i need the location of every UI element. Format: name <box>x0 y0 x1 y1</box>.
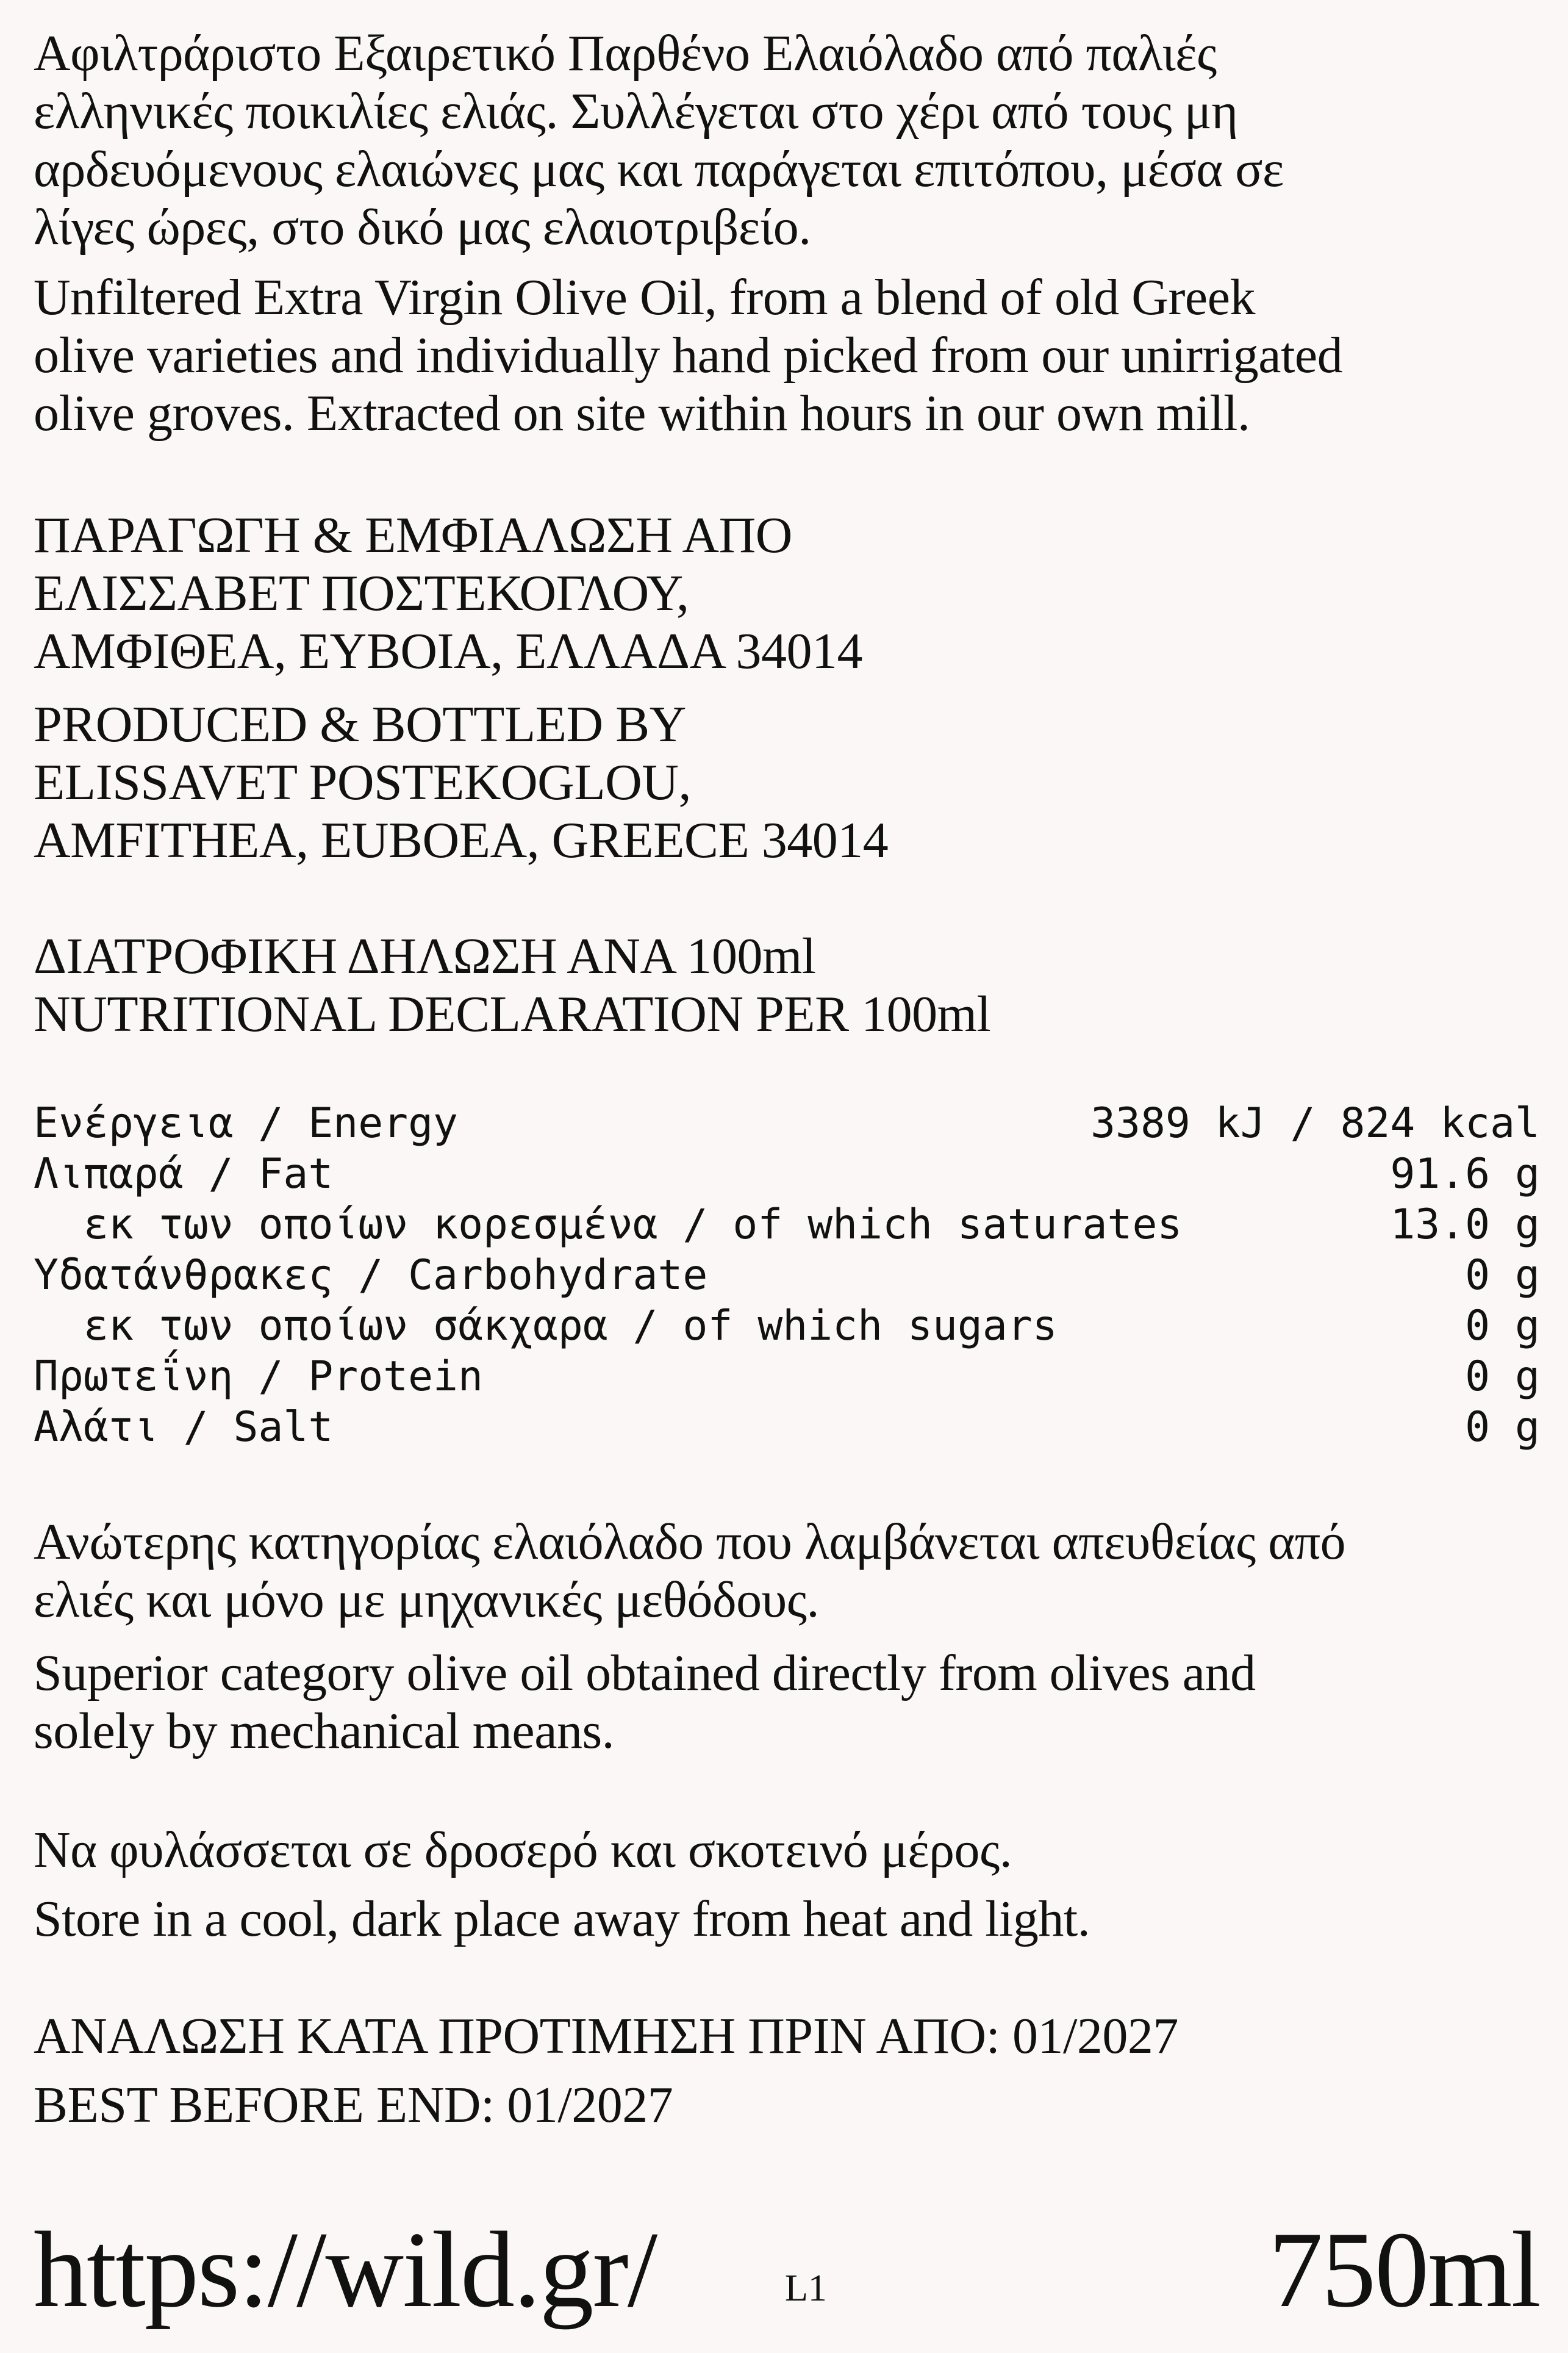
nutrition-heading-english: NUTRITIONAL DECLARATION PER 100ml <box>34 986 991 1043</box>
nutrition-value: 3389 kJ / 824 kcal <box>1090 1099 1540 1148</box>
best-before-english: BEST BEFORE END: 01/2027 <box>34 2077 673 2133</box>
description-greek-line: αρδευόμενους ελαιώνες μας και παράγεται επιτόπου, μέσα σε <box>34 141 1284 198</box>
category-english-line: solely by mechanical means. <box>34 1703 615 1759</box>
nutrition-value: 0 g <box>1465 1251 1540 1299</box>
producer-greek-line: ΕΛΙΣΣΑΒΕΤ ΠΟΣΤΕΚΟΓΛΟΥ, <box>34 565 689 622</box>
producer-english-line: PRODUCED & BOTTLED BY <box>34 696 686 753</box>
nutrition-heading-greek: ΔΙΑΤΡΟΦΙΚΗ ΔΗΛΩΣΗ ΑΝΑ 100ml <box>34 928 816 985</box>
nutrition-row-carbohydrate <box>34 1250 1540 1301</box>
nutrition-row-energy <box>34 1098 1540 1149</box>
category-english <box>34 1644 1540 1760</box>
description-greek-line: ελληνικές ποικιλίες ελιάς. Συλλέγεται στο χέρι από τους μη <box>34 83 1238 140</box>
storage-instructions <box>34 1821 1540 1948</box>
description-greek-line: λίγες ώρες, στο δικό μας ελαιοτριβείο. <box>34 199 811 256</box>
description-english-line: olive varieties and individually hand picked from our unirrigated <box>34 327 1343 384</box>
best-before <box>34 2007 1540 2134</box>
description-greek <box>34 24 1540 256</box>
nutrition-label: Υδατάνθρακες / Carbohydrate <box>34 1251 708 1299</box>
nutrition-label: Λιπαρά / Fat <box>34 1150 334 1198</box>
producer-greek <box>34 506 1540 680</box>
nutrition-value: 13.0 g <box>1390 1201 1540 1249</box>
category-english-line: Superior category olive oil obtained directly from olives and <box>34 1645 1256 1701</box>
producer-english-line: ELISSAVET POSTEKOGLOU, <box>34 754 691 811</box>
label-footer <box>34 2208 1540 2330</box>
lot-number: L1 <box>785 2268 827 2309</box>
storage-greek: Να φυλάσσεται σε δροσερό και σκοτεινό μέρος. <box>34 1822 1012 1878</box>
description-english-line: Unfiltered Extra Virgin Olive Oil, from a blend of old Greek <box>34 269 1255 326</box>
description-greek-line: Αφιλτράριστο Εξαιρετικό Παρθένο Ελαιόλαδο από παλιές <box>34 25 1217 82</box>
nutrition-row-fat <box>34 1149 1540 1199</box>
description-english-line: olive groves. Extracted on site within hours in our own mill. <box>34 385 1250 442</box>
nutrition-value: 0 g <box>1465 1353 1540 1401</box>
description-english <box>34 268 1540 442</box>
nutrition-row-salt <box>34 1402 1540 1453</box>
best-before-greek: ΑΝΑΛΩΣΗ ΚΑΤΑ ΠΡΟΤΙΜΗΣΗ ΠΡΙΝ ΑΠΟ: 01/2027 <box>34 2008 1178 2064</box>
website-url: https://wild.gr/ <box>34 2209 657 2330</box>
producer-greek-line: ΑΜΦΙΘΕΑ, ΕΥΒΟΙΑ, ΕΛΛΑΔΑ 34014 <box>34 623 862 680</box>
category-greek <box>34 1513 1540 1629</box>
bottle-volume: 750ml <box>1269 2209 1540 2330</box>
producer-english-line: AMFITHEA, EUBOEA, GREECE 34014 <box>34 812 889 869</box>
nutrition-table <box>34 1098 1540 1453</box>
nutrition-label: εκ των οποίων κορεσμένα / of which saturates <box>84 1201 1183 1249</box>
nutrition-row-saturates <box>34 1199 1540 1250</box>
nutrition-label: εκ των οποίων σάκχαρα / of which sugars <box>84 1302 1058 1350</box>
nutrition-label: Πρωτεΐνη / Protein <box>34 1353 483 1401</box>
producer-greek-line: ΠΑΡΑΓΩΓΗ & ΕΜΦΙΑΛΩΣΗ ΑΠΟ <box>34 507 792 564</box>
nutrition-label: Αλάτι / Salt <box>34 1403 334 1451</box>
category-greek-line: Ανώτερης κατηγορίας ελαιόλαδο που λαμβάνεται απευθείας από <box>34 1514 1346 1570</box>
category-greek-line: ελιές και μόνο με μηχανικές μεθόδους. <box>34 1572 819 1628</box>
producer-english <box>34 695 1540 869</box>
nutrition-label: Ενέργεια / Energy <box>34 1099 458 1148</box>
nutrition-value: 0 g <box>1465 1403 1540 1451</box>
nutrition-row-sugars <box>34 1301 1540 1351</box>
nutrition-value: 0 g <box>1465 1302 1540 1350</box>
nutrition-value: 91.6 g <box>1390 1150 1540 1198</box>
storage-english: Store in a cool, dark place away from heat and light. <box>34 1891 1090 1947</box>
nutrition-row-protein <box>34 1351 1540 1402</box>
nutrition-heading <box>34 927 1540 1043</box>
